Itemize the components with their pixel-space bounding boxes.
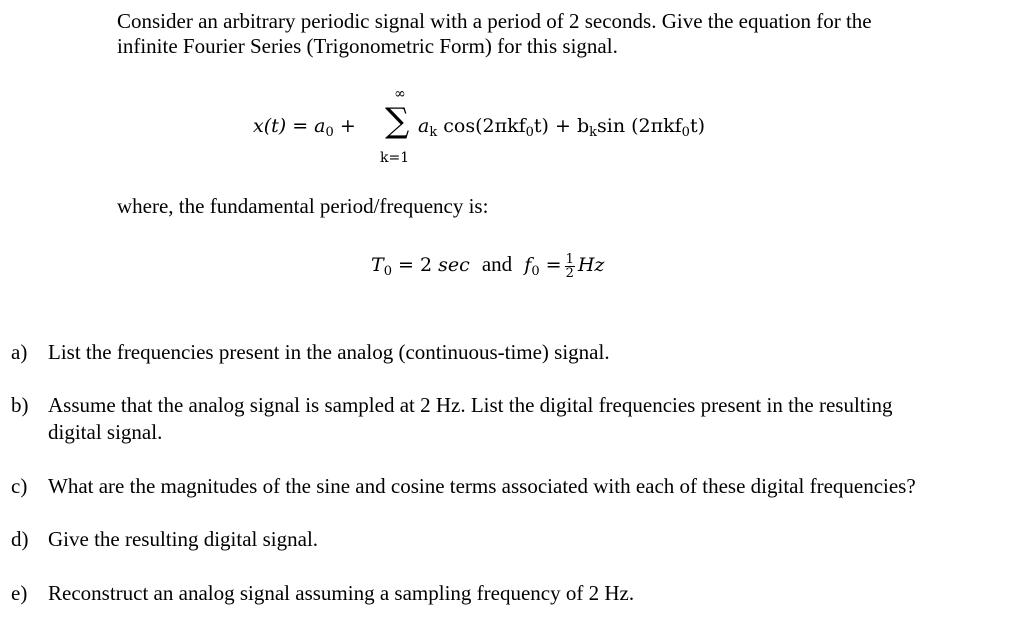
question-text: What are the magnitudes of the sine and cosine terms associated with each of these digital frequencies? (48, 474, 916, 498)
question-a (11, 339, 610, 365)
equation-lhs-text: x(t) = a (253, 115, 326, 137)
term1-end: t) + b (533, 115, 590, 137)
question-e (11, 580, 634, 606)
sum-upper-limit: ∞ (394, 86, 406, 102)
question-label: e) (11, 581, 28, 605)
question-text: Reconstruct an analog signal assuming a sampling frequency of 2 Hz. (48, 581, 635, 605)
period-unit: Hz (577, 254, 605, 276)
intro-line-1: Consider an arbitrary periodic signal with a period of 2 seconds. Give the equation for the (117, 9, 872, 33)
period-T-sub: 0 (383, 264, 392, 279)
period-f-sub: 0 (531, 264, 540, 279)
term2-end: t) (689, 115, 705, 137)
period-T-value: = 2 (391, 254, 439, 276)
sum-lower-limit: k=1 (380, 150, 410, 166)
question-label: b) (11, 393, 29, 417)
period-fraction (565, 253, 575, 280)
equation-rhs (418, 114, 705, 145)
equation-lhs-sub: 0 (325, 125, 334, 140)
question-label: a) (11, 340, 28, 364)
period-eq: = (539, 254, 562, 276)
question-label: d) (11, 527, 29, 551)
term2-coef-sub: k (589, 125, 598, 140)
question-label: c) (11, 474, 28, 498)
equation-plus: + (333, 115, 356, 137)
question-text: Assume that the analog signal is sampled at 2 Hz. List the digital frequencies present in the resulting (48, 393, 893, 417)
term1-cos: cos(2πkf (437, 115, 526, 137)
equation-lhs (253, 114, 356, 145)
term1-coef: a (418, 115, 430, 137)
question-b-line-2: digital signal. (48, 420, 163, 444)
period-f: f (524, 254, 532, 276)
term2-sin: sin (2πkf (597, 115, 682, 137)
term1-coef-sub: k (429, 125, 438, 140)
where-text: where, the fundamental period/frequency is: (117, 194, 489, 218)
term2-f-sub: 0 (681, 125, 690, 140)
period-line (371, 251, 604, 284)
period-T: T (371, 254, 384, 276)
fraction-numerator: 1 (565, 251, 574, 267)
question-c (11, 473, 916, 499)
question-b (11, 392, 892, 418)
summation-symbol: ∑ (385, 101, 410, 141)
period-and: and (481, 252, 513, 276)
question-text: List the frequencies present in the analog (continuous-time) signal. (48, 340, 610, 364)
question-d (11, 526, 318, 552)
period-sec: sec (438, 254, 470, 276)
term1-f-sub: 0 (525, 125, 534, 140)
question-text: Give the resulting digital signal. (48, 527, 319, 551)
intro-line-2: infinite Fourier Series (Trigonometric Form) for this signal. (117, 34, 618, 58)
fraction-denominator: 2 (565, 265, 574, 281)
